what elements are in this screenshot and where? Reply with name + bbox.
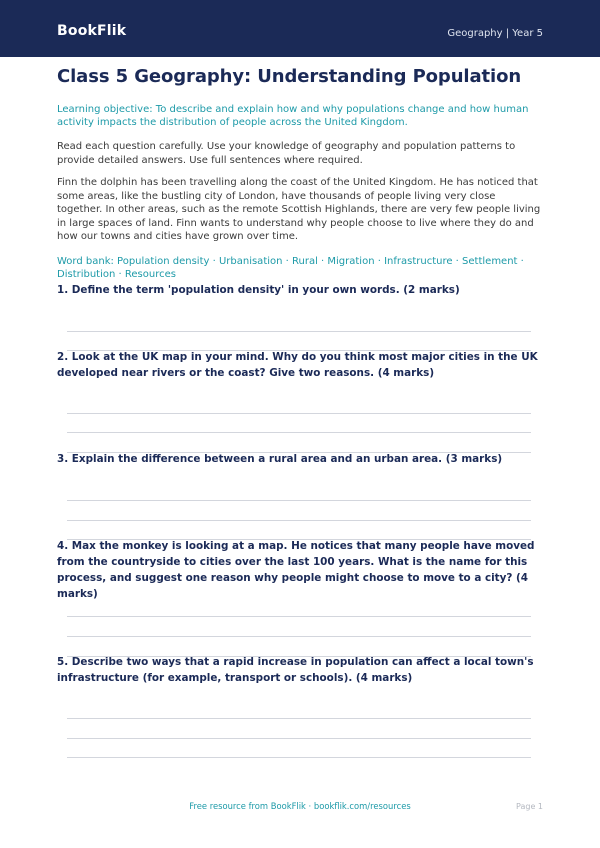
subject-year-label: Geography | Year 5: [447, 28, 543, 39]
answer-line[interactable]: [67, 738, 531, 739]
question-4: 4. Max the monkey is looking at a map. He notices that many people have moved from the countryside to cities over the last 100 years. What is the name for this process, and suggest one reason why people might choose to move to a city? (4 marks): [57, 540, 535, 600]
question-3: 3. Explain the difference between a rural area and an urban area. (3 marks): [57, 453, 503, 465]
word-bank: Word bank: Population density · Urbanisation · Rural · Migration · Infrastructure · Settlement · Distribution · Resources: [57, 255, 524, 280]
brand-logo[interactable]: BookFlik: [57, 23, 127, 39]
question-1: 1. Define the term 'population density' in your own words. (2 marks): [57, 284, 460, 296]
answer-line[interactable]: [67, 616, 531, 617]
story-text: Finn the dolphin has been travelling along the coast of the United Kingdom. He has noticed that some areas, like the bustling city of London, have thousands of people living very close together. In other areas, such as the remote Scottish Highlands, there are very few people living in large spaces of land. Finn wants to understand why people choose to live where they do and how our towns and cities have grown over time.: [57, 177, 541, 242]
intro-section: [57, 66, 543, 282]
answer-line[interactable]: [67, 500, 531, 501]
answer-line[interactable]: [67, 413, 531, 414]
learning-objective: Learning objective: To describe and explain how and why populations change and how human activity impacts the distribution of people across the United Kingdom.: [57, 104, 529, 128]
answer-line[interactable]: [67, 432, 531, 433]
question-2: 2. Look at the UK map in your mind. Why do you think most major cities in the UK developed near rivers or the coast? Give two reasons. (4 marks): [57, 351, 538, 379]
answer-line[interactable]: [67, 636, 531, 637]
answer-line[interactable]: [67, 520, 531, 521]
answer-line[interactable]: [67, 757, 531, 758]
page-number: Page 1: [516, 802, 543, 811]
page-title: Class 5 Geography: Understanding Population: [57, 66, 522, 87]
instructions-text: Read each question carefully. Use your knowledge of geography and population patterns to provide detailed answers. Use full sentences where required.: [57, 141, 516, 166]
answer-line[interactable]: [67, 331, 531, 332]
header-bar: [0, 0, 600, 57]
footer-link[interactable]: Free resource from BookFlik · bookflik.com/resources: [189, 801, 411, 811]
question-5: 5. Describe two ways that a rapid increase in population can affect a local town's infrastructure (for example, transport or schools). (4 marks): [57, 656, 534, 684]
answer-line[interactable]: [67, 718, 531, 719]
